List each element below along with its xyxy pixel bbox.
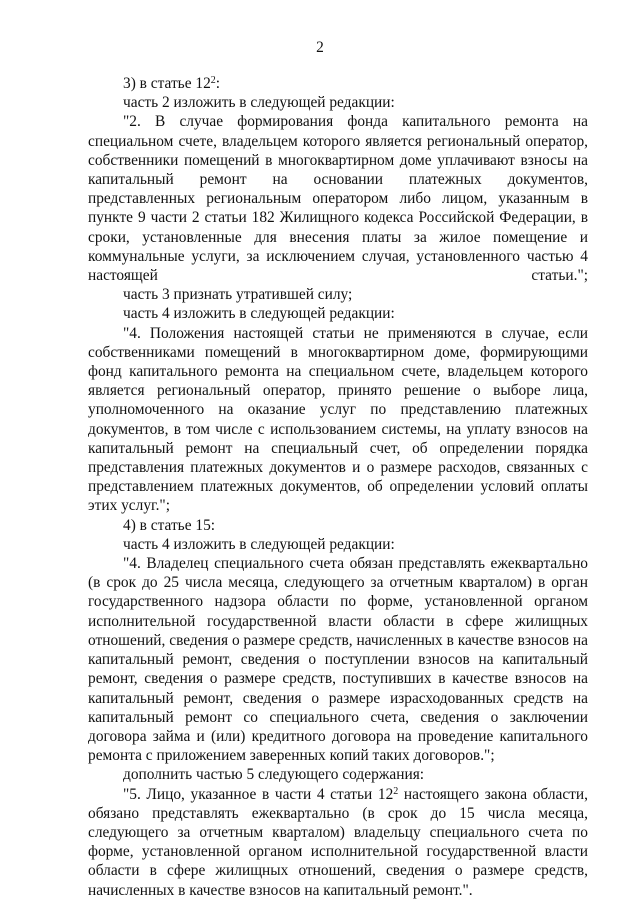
paragraph-p10 (88, 765, 588, 784)
superscript: 2 (393, 785, 399, 797)
paragraph-p2 (88, 93, 588, 112)
text-segment: часть 3 признать утратившей силу; (123, 286, 353, 304)
paragraph-p1 (88, 74, 588, 93)
text-segment: "4. Положения настоящей статьи не применяются в случае, если собственниками помещений в многоквартирном доме, формирующими фонд капитального ремонта на специальном счете, владельцем которого является региональный оператор, принято решение о выборе лица, уполномоченного на оказание услуг по представлению платежных документов, в том числе с использованием системы, на уплату взносов на капитальный ремонт на специальный счет, об определении порядка представления платежных документов и о размере расходов, связанных с представлением платежных документов, об определении условий оплаты этих услуг."; (88, 324, 588, 515)
document-body (88, 74, 588, 900)
text-segment: 4) в статье 15: (123, 516, 216, 534)
superscript: 2 (210, 75, 216, 86)
paragraph-p4 (88, 285, 588, 304)
paragraph-p11 (88, 785, 588, 900)
paragraph-p3 (88, 112, 588, 285)
page-number: 2 (316, 39, 324, 56)
text-segment: "4. Владелец специального счета обязан представлять ежеквартально (в срок до 25 числа месяца, следующего за отчетным кварталом) в орган государственного надзора области по форме, установленной органом исполнительной государственной власти области в сфере жилищных отношений, сведения о размере средств, начисленных в качестве взносов на капитальный ремонт, сведения о поступлении взносов на капитальный ремонт, сведения о размере средств, поступивших в качестве взносов на капитальный ремонт, сведения о размере израсходованных средств на капитальный ремонт со специального счета, сведения о заключении договора займа и (или) кредитного договора на проведение капитального ремонта с приложением заверенных копий таких договоров."; (88, 555, 588, 765)
text-segment: часть 4 изложить в следующей редакции: (123, 535, 395, 553)
paragraph-p7 (88, 516, 588, 535)
text-segment: : (215, 75, 221, 92)
text-segment: дополнить частью 5 следующего содержания: (123, 766, 425, 784)
paragraph-p5 (88, 304, 588, 323)
text-segment: часть 4 изложить в следующей редакции: (123, 305, 395, 323)
paragraph-p9 (88, 554, 588, 765)
text-segment: часть 2 изложить в следующей редакции: (123, 94, 395, 112)
text-segment: "2. В случае формирования фонда капитального ремонта на специальном счете, владельцем которого является региональный оператор, собственники помещений в многоквартирном доме уплачивают взносы на капитальный ремонт на основании платежных документов, представленных региональным оператором либо лицом, указанным в пункте 9 части 2 статьи 182 Жилищного кодекса Российской Федерации, в сроки, установленные для внесения платы за жилое помещение и коммунальные услуги, за исключением случая, установленного частью 4 настоящей статьи."; (88, 113, 588, 285)
text-segment: "5. Лицо, указанное в части 4 статьи 12 (123, 785, 394, 803)
text-segment: 3) в статье 12 (123, 75, 211, 92)
paragraph-p8 (88, 535, 588, 554)
paragraph-p6 (88, 324, 588, 516)
text-segment: настоящего закона области, обязано представлять ежеквартально (в срок до 15 числа месяца, следующего за отчетным кварталом) владельцу специального счета по форме, установленной органом исполнительной государственной власти области в сфере жилищных отношений, сведения о размере средств, начисленных в качестве взносов на капитальный ремонт.". (88, 785, 588, 899)
